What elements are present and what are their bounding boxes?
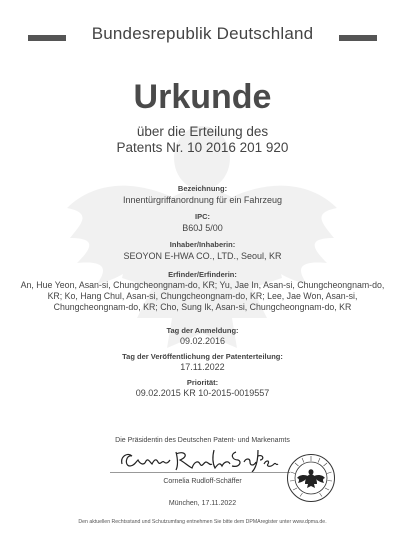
priority-label: Priorität:	[186, 378, 219, 387]
dpma-official-seal-icon	[286, 453, 336, 503]
header-bar-right	[339, 35, 377, 41]
patent-number: Patents Nr. 10 2016 201 920	[116, 140, 289, 155]
inventor-line: An, Hue Yeon, Asan-si, Chungcheongnam-do, KR; Yu, Jae In, Asan-si, Chungcheongnam-do,	[20, 280, 385, 290]
place-and-date: München, 17.11.2022	[168, 500, 237, 507]
designation-label: Bezeichnung:	[177, 184, 228, 193]
filing-date-value: 09.02.2016	[179, 336, 226, 346]
owner-label: Inhaber/Inhaberin:	[169, 240, 236, 249]
inventor-line: KR; Ko, Hang Chul, Asan-si, Chungcheongnam-do, KR; Lee, Jae Won, Asan-si,	[47, 291, 358, 301]
publication-date-value: 17.11.2022	[180, 362, 225, 372]
header	[0, 24, 405, 52]
handwritten-signature	[118, 444, 283, 474]
document-title: Urkunde	[133, 78, 272, 116]
inventor-list	[20, 280, 385, 313]
designation-value: Innentürgriffanordnung für ein Fahrzeug	[123, 195, 282, 205]
signatory-name: Cornelia Rudloff-Schäffer	[163, 478, 242, 485]
header-bar-left	[28, 35, 66, 41]
ipc-label: IPC:	[195, 212, 210, 221]
ipc-value: B60J 5/00	[182, 223, 223, 233]
publication-date-label: Tag der Veröffentlichung der Patenterteilung:	[122, 352, 283, 361]
office-title: Die Präsidentin des Deutschen Patent- und Markenamts	[115, 437, 290, 444]
priority-value: 09.02.2015 KR 10-2015-0019557	[135, 388, 270, 398]
legal-footer-note: Den aktuellen Rechtsstand und Schutzumfang entnehmen Sie bitte dem DPMAregister unter www.dpma.de.	[78, 519, 327, 525]
inventor-label: Erfinder/Erfinderin:	[168, 270, 237, 279]
filing-date-label: Tag der Anmeldung:	[166, 326, 239, 335]
inventor-line: Chungcheongnam-do, KR; Cho, Sung Ik, Asan-si, Chungcheongnam-do, KR	[53, 302, 352, 312]
subtitle-line-1: über die Erteilung des	[136, 124, 269, 139]
owner-value: SEOYON E-HWA CO., LTD., Seoul, KR	[123, 251, 282, 261]
signature-line	[110, 472, 290, 473]
country-heading: Bundesrepublik Deutschland	[91, 24, 314, 43]
